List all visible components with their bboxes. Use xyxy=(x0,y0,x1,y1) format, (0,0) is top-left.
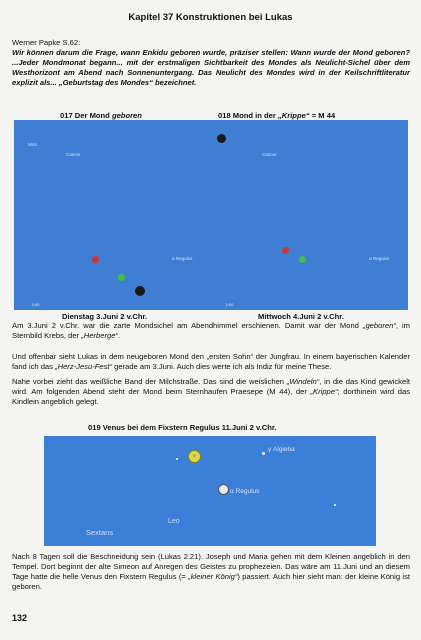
quote-text: Wir können darum die Frage, wann Enkidu geboren wurde, präziser stellen: Wann wurde der Mond geboren? ...Jeder Mondmonat begann... mit der erstmaligen Sichtbarkeit des Mondes als Neulicht-Sichel über dem Westhorizont am Abend nach Sonnenuntergang. Das Neulicht des Mondes wird in der Keilschriftliteratur explizit als... „Geburtstag des Mondes“ bezeichnet. xyxy=(12,48,410,87)
figure-019-caption: 019 Venus bei dem Fixstern Regulus 11.Juni 2 v.Chr. xyxy=(88,423,277,432)
paragraph-1: Am 3.Juni 2 v.Chr. war die zarte Mondsichel am Abendhimmel erschienen. Damit war der Mond „geboren“, im Sternbild Krebs, der „Herberge“. xyxy=(12,321,410,340)
sky-label-cancer-left: Cancer xyxy=(66,152,81,157)
sky-label-cancer-right: Cancer xyxy=(262,152,277,157)
star-label-algieba: γ Algieba xyxy=(268,446,295,453)
planet-green-dot-icon xyxy=(299,256,306,263)
star-dot-icon xyxy=(176,458,178,460)
moon-dark-icon xyxy=(135,286,145,296)
moon-dark-icon xyxy=(217,134,226,143)
constellation-leo: Leo xyxy=(168,518,180,525)
paragraph-4: Nach 8 Tagen soll die Beschneidung sein (Lukas 2.21). Joseph und Maria gehen mit dem Kleinen angeblich in den Tempel. Dort beginnt der alte Simeon auf Anregen des Geistes zu prophezeien. Das wäre am 11.Juni und an diesem Tage hatte die helle Venus den Fixstern Regulus (= „kleiner König“) passiert. Auch hier sieht man: der kleine König ist geboren. xyxy=(12,552,410,591)
sky-label-bottom-right: Leo xyxy=(226,302,234,307)
paragraph-3: Nahe vorbei zieht das weißliche Band der Milchstraße. Das sind die weislichen „Windeln“, in die das Kind gewickelt wird. Am folgenden Abend steht der Mond beim Sternhaufen Praesepe (M 44), der „Krippe“; dorthinein wird das Kindlein angeblich gelegt. xyxy=(12,377,410,406)
sky-chart-june-11 xyxy=(44,436,376,546)
paragraph-2: Und offenbar sieht Lukas in dem neugeboren Mond den „ersten Sohn“ der Jungfrau. In einem bayerischen Kalender fand ich das „Herz-Jesu-Fest“ gerade am 3.Juni. Auch dies werte ich als Indiz für meine These. xyxy=(12,352,410,371)
constellation-sextans: Sextans xyxy=(86,528,114,537)
sky-chart-june-3-4 xyxy=(14,120,408,310)
quote-source: Werner Papke S.62: xyxy=(12,38,81,47)
star-dot-icon xyxy=(334,504,336,506)
sky-label-bottom-left: Leo xyxy=(32,302,40,307)
sky-date-right: Mittwoch 4.Juni 2 v.Chr. xyxy=(258,312,344,321)
planet-green-dot-icon xyxy=(118,274,125,281)
venus-icon: ♀ xyxy=(188,450,201,463)
page-title: Kapitel 37 Konstruktionen bei Lukas xyxy=(128,12,293,23)
mars-red-dot-icon xyxy=(92,256,99,263)
sky-label-regulus-right: α Regulus xyxy=(369,256,390,261)
sky-label-regulus-left: α Regulus xyxy=(172,256,193,261)
regulus-marker-icon xyxy=(218,484,229,495)
star-dot-icon xyxy=(262,452,265,455)
sky-date-left: Dienstag 3.Juni 2 v.Chr. xyxy=(62,312,148,321)
star-label-regulus: α Regulus xyxy=(230,488,260,495)
figure-018-caption: 018 Mond in der „Krippe“ = M 44 xyxy=(218,111,336,120)
sky-label-top-left: M44 xyxy=(28,142,37,147)
page-number: 132 xyxy=(12,613,28,623)
figure-017-caption: 017 Der Mond geboren xyxy=(60,111,142,120)
mars-red-dot-icon xyxy=(282,247,289,254)
